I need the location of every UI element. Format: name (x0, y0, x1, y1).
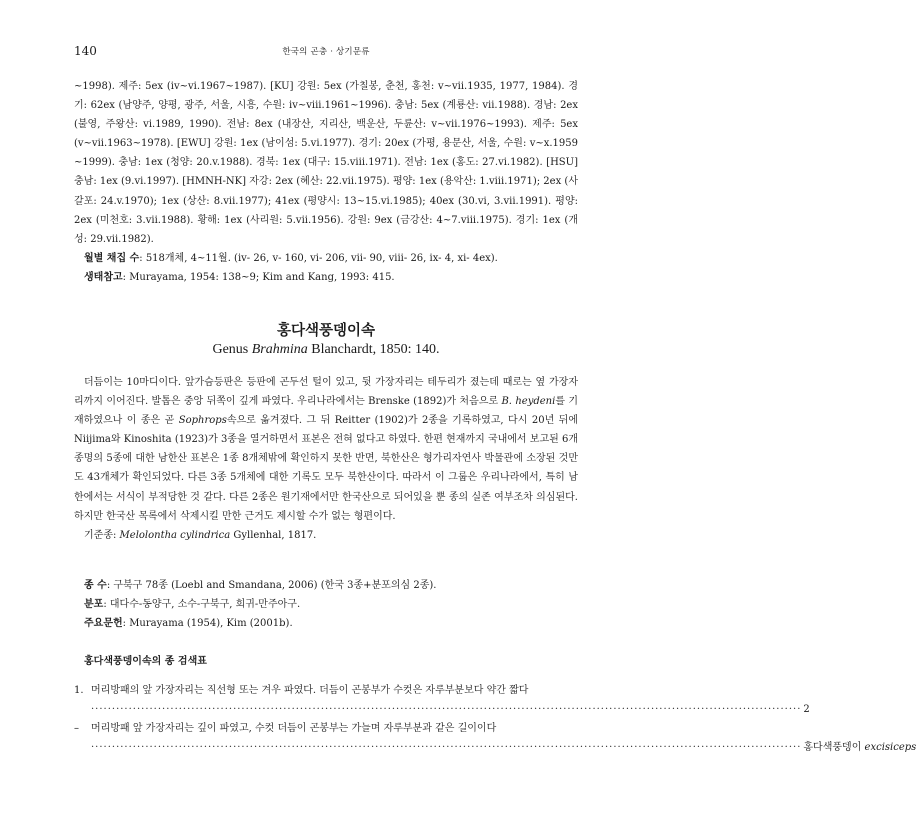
type-species-label: 기준종: (84, 529, 120, 541)
type-species-name: Melolontha cylindrica (119, 529, 231, 541)
monthly-counts (74, 249, 578, 268)
genus-title-latin (74, 342, 578, 358)
genus-name: Brahmina (251, 342, 308, 357)
page-number: 140 (74, 44, 97, 58)
monthly-label: 월별 채집 수 (84, 252, 140, 264)
species-key (74, 652, 916, 757)
species-count (74, 576, 578, 595)
genus-author: Blanchardt, 1850: 140. (307, 342, 440, 357)
specimen-records (74, 77, 578, 287)
ecology-label: 생태참고 (84, 271, 123, 283)
key-result-2-scientific: excisiceps (864, 742, 916, 754)
main-literature (74, 614, 578, 633)
leader-dots: ·········································································································································································· (91, 742, 802, 754)
desc-species-1: B. heydeni (501, 396, 556, 408)
desc-text-2: 를 기재하였으나 이 종은 곧 (74, 396, 579, 427)
key-text-1: 머리방패의 앞 가장자리는 직선형 또는 겨우 파였다. 더듬이 곤봉부가 수컷은 자루부분보다 약간 짧다 (91, 685, 529, 697)
page-header (74, 44, 578, 60)
key-leader-2 (91, 738, 916, 757)
ecology-text: : Murayama, 1954: 138~9; Kim and Kang, 1993: 415. (122, 271, 395, 283)
distribution-text: : 대다수-동양구, 소수-구북구, 희귀-만주아구. (103, 599, 301, 611)
type-species (74, 526, 578, 545)
ecology-reference (74, 268, 578, 287)
running-title: 한국의 곤충 · 상기문류 (282, 47, 370, 57)
monthly-text: : 518개체, 4~11월. (iv- 26, v- 160, vi- 206, vii- 90, viii- 26, ix- 4, xi- 4ex). (139, 252, 498, 264)
genus-title-korean: 홍다색풍뎅이속 (276, 322, 376, 339)
genus-description (74, 373, 578, 545)
key-text-2: 머리방패 앞 가장자리는 깊이 파였고, 수컷 더듬이 곤봉부는 가늘며 자루부분과 같은 길이이다 (91, 723, 497, 735)
key-heading (74, 652, 578, 671)
key-result-2 (801, 738, 916, 757)
genus-summary (74, 576, 578, 633)
key-heading-text: 홍다색풍뎅이속의 종 검색표 (84, 656, 207, 667)
key-couplet-2 (74, 719, 916, 757)
type-species-author: Gyllenhal, 1817. (230, 529, 317, 541)
desc-genus-sophrops: Sophrops (178, 415, 227, 427)
literature-label: 주요문헌 (84, 618, 123, 630)
species-label: 종 수 (84, 580, 107, 591)
description-paragraph (74, 373, 578, 526)
key-number-2: – (74, 723, 79, 735)
desc-text-3: 속으로 옮겨졌다. 그 뒤 Reitter (1902)가 2종을 기록하였고, 다시 20년 뒤에 Niijima와 Kinoshita (1923)가 3종을 열거하면서 표본은 전혀 없다고 하였다. 한편 현재까지 국내에서 보고된 6개 종명의 5종에 대한 남한산 표본은 1종 8개체밖에 확인하지 못한 반면, 북한산은 형가리자연사 박물관에 소장된 것만도 43개체가 확인되었다. 다른 3종 5개체에 대한 기록도 모두 북한산이다. 따라서 이 그룹은 우리나라에서, 특히 남한에서는 서식이 부적당한 것 같다. 다른 2종은 원기재에서만 한국산으로 되어있을 뿐 종의 실존 여부조차 의심된다. 하지만 한국산 목록에서 삭제시킬 만한 근거도 제시할 수가 없는 형편이다. (74, 415, 579, 522)
key-leader-1 (91, 700, 810, 719)
desc-text-1: 더듬이는 10마디이다. 앞가슴등판은 등판에 곤두선 털이 있고, 뒷 가장자리는 테두리가 졌는데 때로는 옆 가장자리까지 이어진다. 발톱은 중앙 뒤쪽이 깊게 파였다. 우리나라에서는 Brenske (1892)가 처음으로 (74, 377, 578, 408)
distribution-label: 분포 (84, 599, 104, 611)
key-number-1: 1. (74, 685, 84, 697)
genus-prefix: Genus (212, 342, 252, 357)
key-result-2-korean: 홍다색풍뎅이 (803, 742, 862, 754)
records-paragraph: ~1998). 제주: 5ex (iv~vi.1967~1987). [KU] 강원: 5ex (가칠봉, 춘천, 홍천: v~vii.1935, 1977, 1984). 경기: 62ex (남양주, 양평, 광주, 서울, 시흥, 수원: iv~viii.1961~1996). 충남: 5ex (계룡산: vii.1988). 경남: 2ex (불영, 주왕산: vi.1989, 1990). 전남: 8ex (내장산, 지리산, 백운산, 두륜산: v~vii.1976~1993). 제주: 5ex (v~vii.1963~1978). [EWU] 강원: 1ex (남이섬: 5.vi.1977). 경기: 20ex (가평, 용문산, 서울, 수원: v~x.1959 ~1999). 충남: 1ex (청양: 20.v.1988). 경북: 1ex (대구: 15.viii.1971). 전남: 1ex (홍도: 27.vi.1982). [HSU] 충남: 1ex (9.vi.1997). [HMNH-NK] 자강: 2ex (혜산: 22.vii.1975). 평양: 1ex (용악산: 1.viii.1971); 2ex (사갈포: 24.v.1970); 1ex (상산: 8.vii.1977); 41ex (평양시: 13~15.vi.1985); 40ex (30.vi, 3.vii.1991). 평양: 2ex (미천호: 3.vii.1988). 황해: 1ex (사리원: 5.vii.1956). 강원: 9ex (금강산: 4~7.viii.1975). 경기: 1ex (개성: 29.vii.1982). (74, 81, 578, 245)
key-couplet-1 (74, 681, 810, 719)
species-text: : 구북구 78종 (Loebl and Smandana, 2006) (한국 3종+분포의심 2종). (106, 580, 437, 591)
leader-dots: ·········································································································································································· (91, 704, 802, 716)
key-result-1: 2 (803, 704, 810, 716)
distribution (74, 595, 578, 614)
literature-text: : Murayama (1954), Kim (2001b). (122, 618, 293, 630)
